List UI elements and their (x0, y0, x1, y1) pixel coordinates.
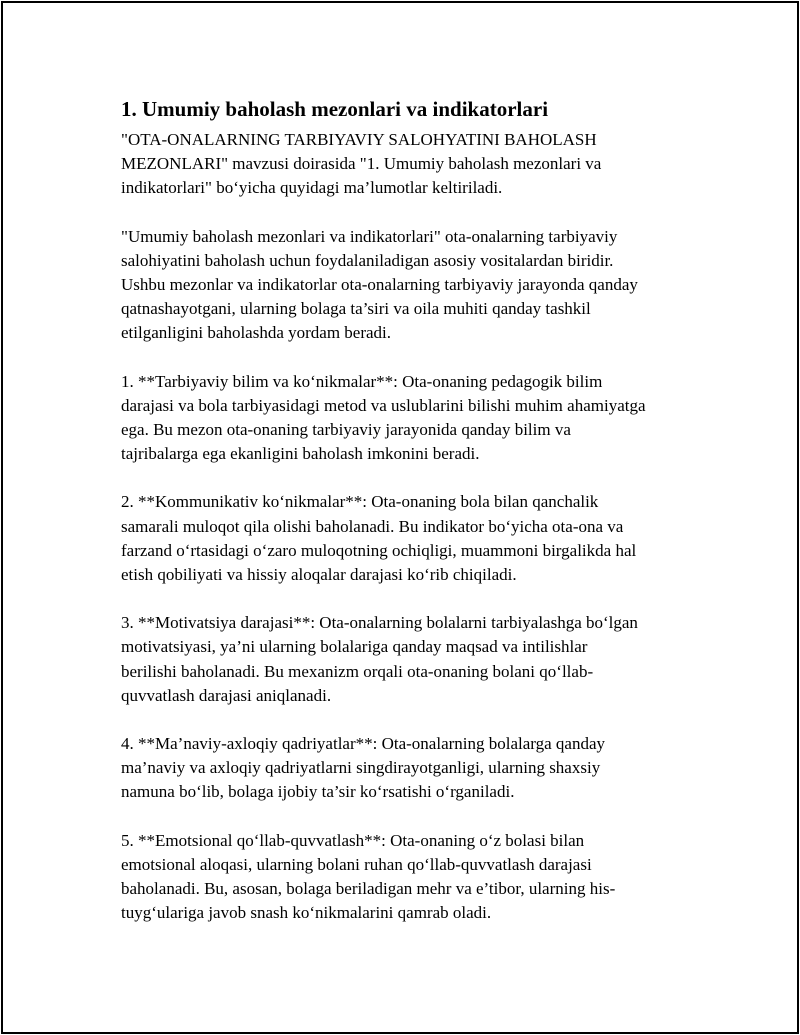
criterion-1-paragraph: 1. **Tarbiyaviy bilim va ko‘nikmalar**: Ota-onaning pedagogik bilim darajasi va bola tarbiyasidagi metod va uslublarini bilishi muhim ahamiyatga ega. Bu mezon ota-onaning tarbiyaviy jarayonida qanday bilim va tajribalarga ega ekanligini baholash imkonini beradi. (121, 371, 646, 464)
criterion-4-paragraph: 4. **Ma’naviy-axloqiy qadriyatlar**: Ota-onalarning bolalarga qanday ma’naviy va axloqiy qadriyatlarni singdirayotganligi, ularning shaxsiy namuna bo‘lib, bolaga ijobiy ta’sir ko‘rsatishi o‘rganiladi. (121, 734, 606, 802)
criterion-3-paragraph: 3. **Motivatsiya darajasi**: Ota-onalarning bolalarni tarbiyalashga bo‘lgan motivatsiyasi, ya’ni ularning bolalariga qanday maqsad va intilishlar berilishi baholanadi. Bu mexanizm orqali ota-onaning bolani qo‘llab- quvvatlash darajasi aniqlanadi. (121, 613, 638, 705)
page-frame (1, 1, 799, 1034)
document-body (121, 94, 701, 949)
criterion-5-paragraph: 5. **Emotsional qo‘llab-quvvatlash**: Ota-onaning o‘z bolasi bilan emotsional aloqasi, ularning bolani ruhan qo‘llab-quvvatlash darajasi baholanadi. Bu, asosan, bolaga beriladigan mehr va e’tibor, ularning his- tuyg‘ulariga javob snash ko‘nikmalarini qamrab oladi. (121, 830, 616, 923)
overview-paragraph: "Umumiy baholash mezonlari va indikatorlari" ota-onalarning tarbiyaviy salohiyatini baholash uchun foydalaniladigan asosiy vositalardan biridir. Ushbu mezonlar va indikatorlar ota-onalarning tarbiyaviy jarayonda qanday qatnashayotgani, ularning bolaga ta’siri va oila muhiti qanday tashkil etilganligini baholashda yordam beradi. (121, 226, 638, 343)
criterion-2-paragraph: 2. **Kommunikativ ko‘nikmalar**: Ota-onaning bola bilan qanchalik samarali muloqot qila olishi baholanadi. Bu indikator bo‘yicha ota-ona va farzand o‘rtasidagi o‘zaro muloqotning ochiqligi, muammoni birgalikda hal etish qobiliyati va hissiy aloqalar darajasi ko‘rib chiqiladi. (121, 492, 637, 585)
intro-paragraph: "OTA-ONALARNING TARBIYAVIY SALOHYATINI BAHOLASH MEZONLARI" mavzusi doirasida "1. Umumiy baholash mezonlari va indikatorlari" bo‘yicha quyidagi ma’lumotlar keltiriladi. (121, 130, 602, 198)
section-heading: 1. Umumiy baholash mezonlari va indikatorlari (121, 97, 549, 121)
